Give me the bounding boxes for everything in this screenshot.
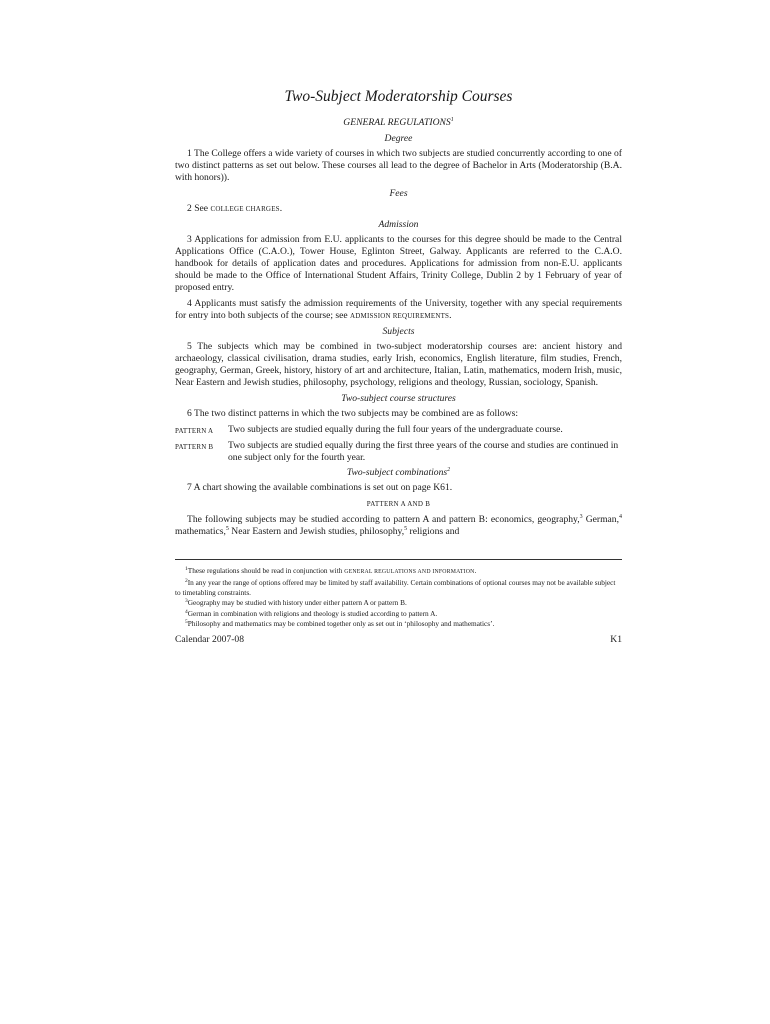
paragraph-6: 6 The two distinct patterns in which the two subjects may be combined are as follows: — [187, 408, 519, 419]
fees-heading: Fees — [389, 188, 408, 199]
footnote-5-number: 5 — [185, 619, 188, 626]
footnote-4-text: German in combination with religions and theology is studied according to pattern A. — [187, 608, 438, 618]
paragraph-1: 1 The College offers a wide variety of courses in which two subjects are studied concurrently according to one of two distinct patterns as set out below. These courses all lead to the degree of Bachelor in Arts (Moderatorship (B.A. with honors)). — [175, 148, 622, 183]
combinations-heading-text: Two-subject combinations — [346, 467, 448, 478]
footnote-ref-4: 4 — [619, 514, 622, 520]
footnote-5 — [175, 619, 622, 628]
paragraph-8-part-b: German, — [582, 514, 619, 525]
paragraph-3: 3 Applications for admission from E.U. applicants to the courses for this degree should be made to the Central Applications Office (C.A.O.), Tower House, Eglinton Street, Galway. Applicants are referred to the C.A.O. handbook for details of application dates and procedures. Applications for admission from non-E.U. applicants should be made to the Office of International Student Affairs, Trinity College, Dublin 2 by 1 February of year of proposed entry. — [175, 234, 622, 293]
subjects-heading: Subjects — [382, 326, 415, 337]
paragraph-7: 7 A chart showing the available combinations is set out on page K61. — [187, 482, 453, 493]
general-regulations-text: GENERAL REGULATIONS — [343, 117, 451, 128]
page-title: Two-Subject Moderatorship Courses — [284, 88, 513, 105]
footnote-4 — [175, 609, 622, 618]
paragraph-2-prefix: 2 See — [187, 203, 211, 214]
pattern-b-row — [175, 440, 622, 464]
college-charges-link[interactable]: COLLEGE CHARGES — [210, 205, 280, 213]
paragraph-8-part-a: The following subjects may be studied according to pattern A and pattern B: economics, geography, — [187, 514, 580, 525]
page-content — [175, 88, 622, 646]
paragraph-5: 5 The subjects which may be combined in two-subject moderatorship courses are: ancient history and archaeology, classical civilisation, drama studies, early Irish, economics, English literature, film studies, French, geography, German, Greek, history, history of art and architecture, Italian, Latin, mathematics, modern Irish, music, Near Eastern and Jewish studies, philosophy, psychology, religions and theology, Russian, sociology, Spanish. — [175, 341, 622, 388]
footnote-2 — [175, 578, 622, 597]
paragraph-8-part-c: mathematics, — [175, 526, 226, 537]
footnote-ref-1: 1 — [450, 117, 454, 123]
pattern-a-row — [175, 424, 622, 437]
footnote-1-number: 1 — [185, 566, 188, 572]
footnote-ref-5a: 5 — [225, 526, 229, 532]
footnote-4-number: 4 — [185, 608, 188, 615]
footnote-ref-2: 2 — [447, 467, 451, 473]
footnote-3-text: Geography may be studied with history under either pattern A or pattern B. — [187, 598, 407, 608]
paragraph-2 — [175, 203, 622, 215]
paragraph-4 — [175, 298, 622, 322]
pattern-b-label: PATTERN B — [175, 443, 214, 451]
paragraph-4-prefix: 4 Applicants must satisfy the admission requirements of the University, together with any special requirements for entry into both subjects of the course; see — [175, 298, 622, 321]
footnote-1-suffix: . — [474, 566, 477, 575]
footnote-3 — [175, 598, 622, 607]
footnote-divider — [175, 559, 622, 560]
footnote-5-text: Philosophy and mathematics may be combined together only as set out in ‘philosophy and mathematics’. — [187, 619, 495, 629]
general-regulations-link[interactable]: GENERAL REGULATIONS AND INFORMATION — [344, 569, 475, 575]
paragraph-8-part-e: religions and — [407, 526, 460, 537]
pattern-a-text: Two subjects are studied equally during the full four years of the undergraduate course. — [228, 424, 563, 435]
paragraph-4-suffix: . — [449, 310, 452, 321]
footnote-1-prefix: These regulations should be read in conjunction with — [187, 566, 345, 575]
footer-page-number: K1 — [610, 634, 622, 646]
footnote-2-text: In any year the range of options offered may be limited by staff availability. Certain combinations of optional courses may not be available subject to timetabling constraints. — [175, 578, 616, 597]
footnote-3-number: 3 — [185, 598, 188, 605]
paragraph-2-suffix: . — [279, 203, 283, 214]
footnote-1 — [175, 566, 622, 577]
pattern-b-text: Two subjects are studied equally during the first three years of the course and studies are continued in one subject only for the fourth year. — [228, 440, 619, 463]
degree-heading: Degree — [384, 133, 413, 144]
page-footer — [175, 634, 622, 646]
pattern-a-and-b-heading: PATTERN A AND B — [366, 500, 431, 508]
footnote-ref-3: 3 — [579, 514, 583, 520]
pattern-a-label: PATTERN A — [175, 427, 214, 435]
footnote-2-number: 2 — [185, 578, 188, 585]
paragraph-8-part-d: Near Eastern and Jewish studies, philosophy, — [228, 526, 405, 537]
course-structures-heading: Two-subject course structures — [341, 393, 456, 404]
footer-calendar-label: Calendar 2007-08 — [175, 634, 245, 646]
admission-requirements-link[interactable]: ADMISSION REQUIREMENTS — [350, 312, 450, 320]
footnote-ref-5b: 5 — [404, 526, 408, 532]
paragraph-8 — [175, 514, 622, 538]
combinations-heading — [175, 467, 622, 479]
general-regulations-heading — [175, 117, 622, 129]
admission-heading: Admission — [378, 219, 419, 230]
